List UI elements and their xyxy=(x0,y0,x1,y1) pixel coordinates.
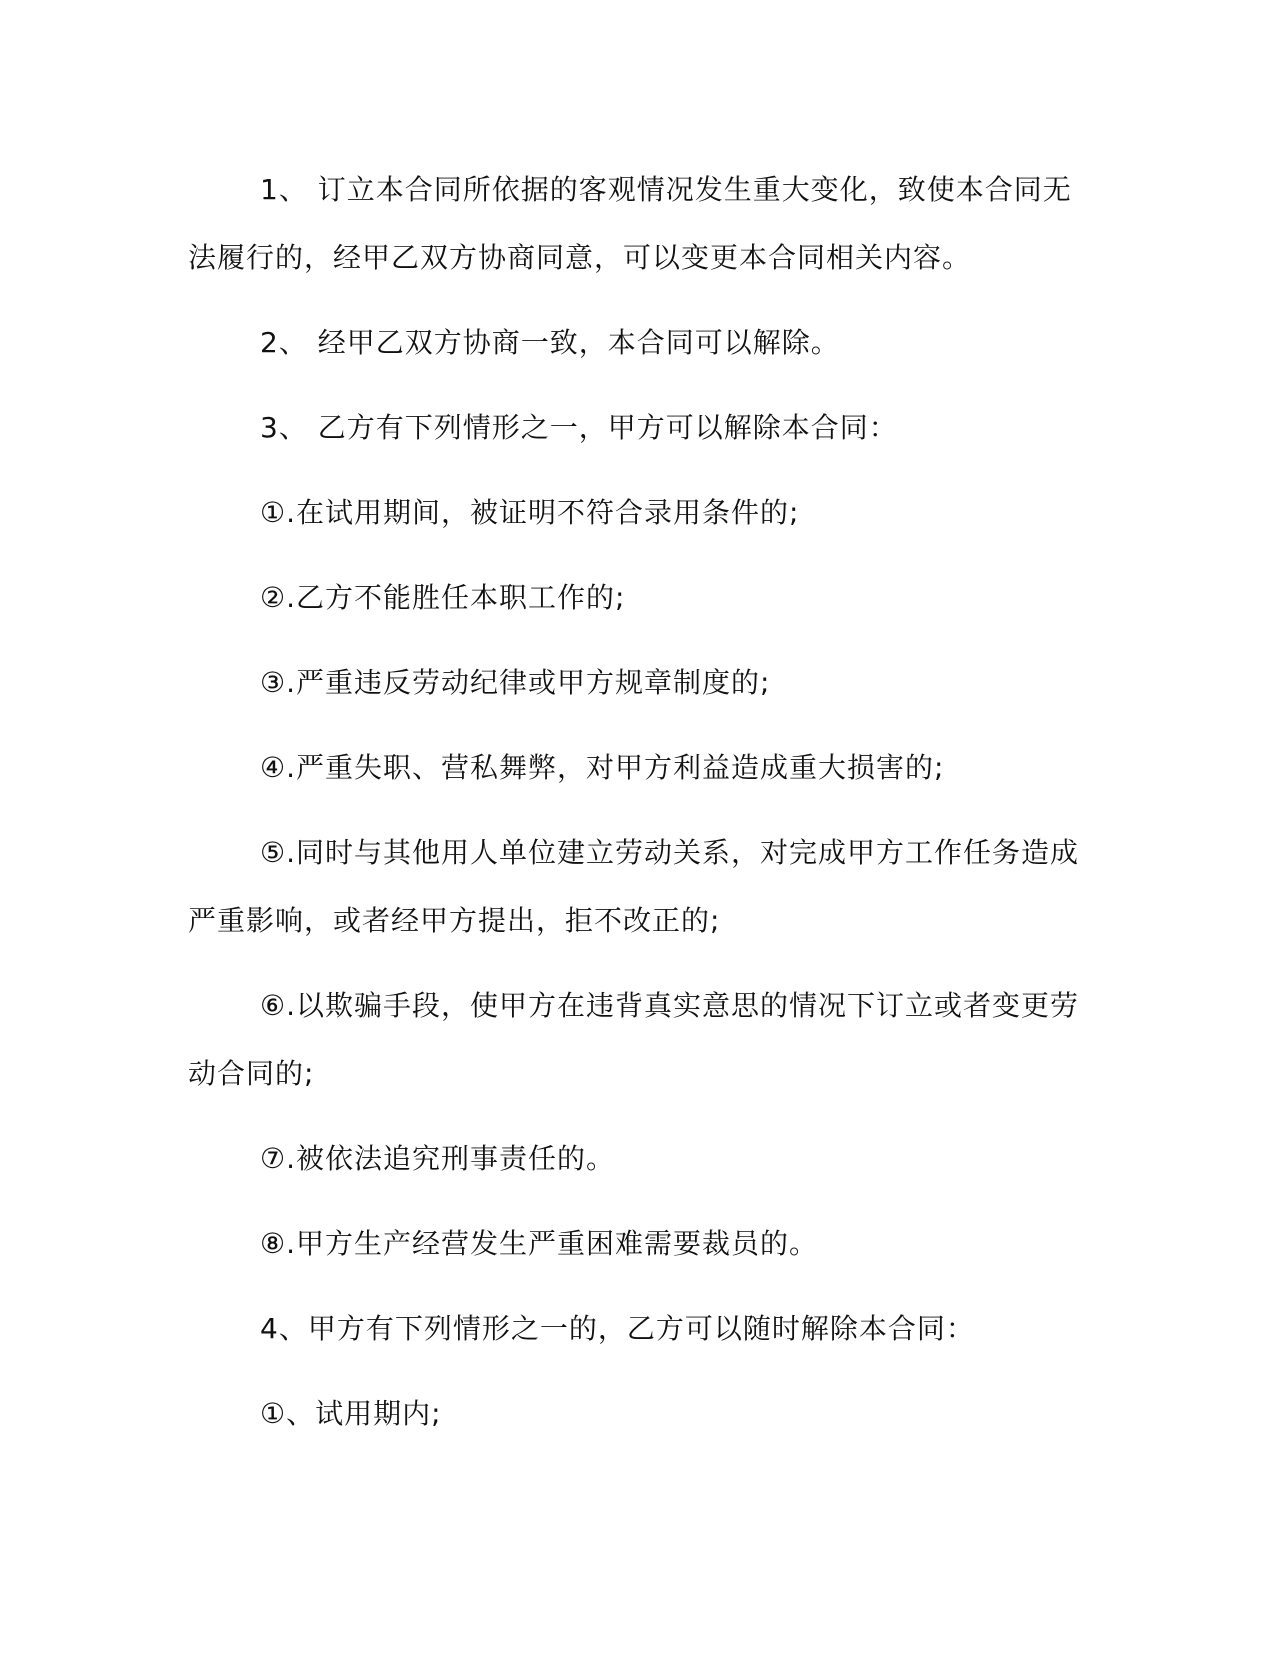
clause-3-item-4: ④.严重失职、营私舞弊，对甲方利益造成重大损害的; xyxy=(260,751,945,784)
clause-3-item-8: ⑧.甲方生产经营发生严重困难需要裁员的。 xyxy=(260,1227,819,1260)
clause-3-item-2: ②.乙方不能胜任本职工作的; xyxy=(260,581,626,614)
document-body xyxy=(188,156,1088,1465)
clause-3-item-7: ⑦.被依法追究刑事责任的。 xyxy=(260,1142,616,1175)
clause-2-mutual-termination: 2、 经甲乙双方协商一致，本合同可以解除。 xyxy=(260,326,840,359)
clause-1-change-contract: 1、 订立本合同所依据的客观情况发生重大变化，致使本合同无法履行的，经甲乙双方协商同意，可以变更本合同相关内容。 xyxy=(188,173,1072,274)
clause-3-item-5: ⑤.同时与其他用人单位建立劳动关系，对完成甲方工作任务造成严重影响，或者经甲方提出，拒不改正的; xyxy=(188,836,1080,937)
clause-3-employer-termination: 3、 乙方有下列情形之一，甲方可以解除本合同： xyxy=(260,411,898,444)
clause-4-employee-termination: 4、甲方有下列情形之一的，乙方可以随时解除本合同： xyxy=(260,1312,975,1345)
clause-3-item-1: ①.在试用期间，被证明不符合录用条件的; xyxy=(260,496,800,529)
clause-3-item-6: ⑥.以欺骗手段，使甲方在违背真实意思的情况下订立或者变更劳动合同的; xyxy=(188,989,1080,1090)
clause-3-item-3: ③.严重违反劳动纪律或甲方规章制度的; xyxy=(260,666,771,699)
clause-4-item-1: ①、试用期内; xyxy=(260,1397,442,1430)
